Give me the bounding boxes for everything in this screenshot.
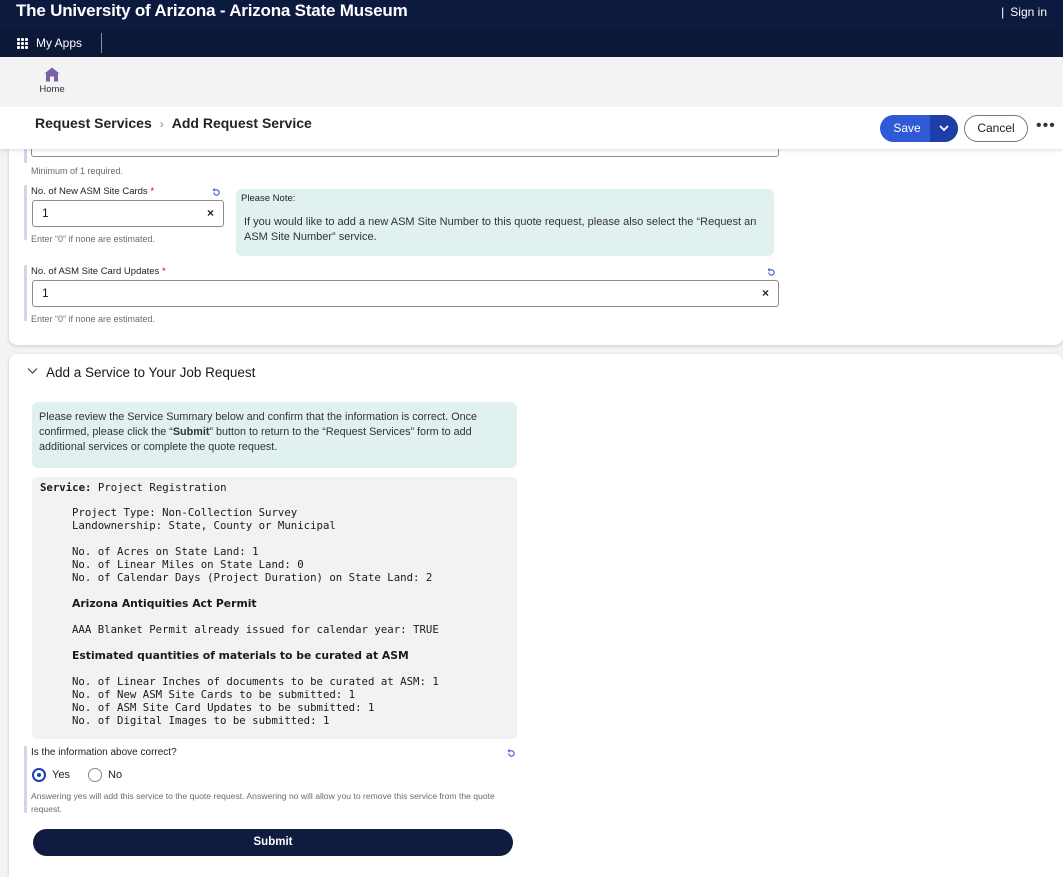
summary-materials-heading: Estimated quantities of materials to be curated at ASM [72, 649, 409, 662]
note-title: Please Note: [241, 193, 296, 204]
summary-permit-heading: Arizona Antiquities Act Permit [72, 597, 257, 610]
site-card-updates-hint: Enter “0” if none are estimated. [31, 314, 156, 324]
field-indicator [24, 185, 27, 240]
required-marker: * [150, 186, 155, 197]
section-title[interactable]: Add a Service to Your Job Request [46, 365, 256, 380]
chevron-down-icon [939, 125, 949, 132]
chevron-right-icon: › [159, 117, 164, 131]
summary-images: No. of Digital Images to be submitted: 1 [72, 714, 330, 727]
radio-checked-icon [32, 768, 46, 782]
site-card-updates-input[interactable] [32, 280, 779, 307]
summary-service-line: Service: Project Registration [40, 481, 227, 494]
review-text-1: Please review the Service Summary below and confirm that the information is correct. Once confirmed, please click the “ [39, 411, 478, 438]
refresh-icon[interactable] [212, 188, 221, 197]
summary-card-updates: No. of ASM Site Card Updates to be submitted: 1 [72, 701, 375, 714]
review-instructions [32, 402, 517, 468]
summary-miles: No. of Linear Miles on State Land: 0 [72, 558, 304, 571]
new-site-cards-input[interactable] [32, 200, 224, 227]
service-summary [32, 477, 517, 739]
refresh-icon[interactable] [767, 268, 776, 277]
my-apps-label: My Apps [36, 36, 83, 50]
summary-landownership: Landownership: State, County or Municipal [72, 519, 336, 532]
site-title[interactable]: The University of Arizona - Arizona State Museum [16, 1, 408, 20]
summary-acres: No. of Acres on State Land: 1 [72, 545, 259, 558]
home-bar [0, 57, 1063, 107]
apps-divider [101, 33, 102, 53]
page-title: Add Request Service [171, 115, 312, 131]
save-options-button[interactable] [930, 115, 958, 142]
app-launcher-icon [17, 38, 28, 49]
minimum-hint: Minimum of 1 required. [31, 166, 124, 176]
radio-no[interactable] [88, 768, 122, 782]
sign-in-label: Sign in [1010, 5, 1047, 19]
summary-permit-text: AAA Blanket Permit already issued for calendar year: TRUE [72, 623, 439, 636]
summary-inches: No. of Linear Inches of documents to be curated at ASM: 1 [72, 675, 439, 688]
field-indicator [24, 265, 27, 321]
home-icon [44, 67, 60, 82]
review-text-2: ” button to return to the “Request Services” form to add additional services or complete the quote request. [39, 426, 472, 453]
summary-days: No. of Calendar Days (Project Duration) on State Land: 2 [72, 571, 433, 584]
global-header [0, 0, 1063, 57]
home-button[interactable] [36, 67, 68, 95]
note-text: If you would like to add a new ASM Site Number to this quote request, please also select the “Request an ASM Site Number” service. [244, 216, 757, 243]
breadcrumb [35, 115, 312, 131]
save-button[interactable]: Save [893, 121, 921, 135]
summary-new-cards: No. of New ASM Site Cards to be submitted: 1 [72, 688, 356, 701]
new-site-cards-hint: Enter “0” if none are estimated. [31, 234, 156, 244]
radio-yes-label: Yes [52, 769, 70, 781]
clear-icon[interactable]: × [206, 206, 214, 220]
cancel-button[interactable]: Cancel [964, 115, 1028, 142]
signin-separator: | [1001, 5, 1005, 19]
add-service-section [9, 354, 1063, 877]
home-label: Home [39, 84, 65, 95]
required-marker: * [161, 266, 166, 277]
chevron-down-icon[interactable] [27, 367, 38, 375]
new-site-cards-value: 1 [42, 206, 49, 220]
summary-project-type: Project Type: Non-Collection Survey [72, 506, 298, 519]
site-card-updates-label: No. of ASM Site Card Updates * [31, 266, 166, 277]
site-card-updates-value: 1 [42, 286, 49, 300]
radio-unchecked-icon [88, 768, 102, 782]
breadcrumb-parent[interactable]: Request Services [35, 115, 152, 131]
field-indicator [24, 149, 27, 163]
review-submit-word: Submit [172, 426, 210, 438]
more-actions-button[interactable]: ••• [1036, 117, 1056, 134]
radio-yes[interactable] [32, 768, 70, 782]
answer-hint: Answering yes will add this service to the quote request. Answering no will allow you to remove this service from the quote request. [31, 791, 495, 814]
my-apps-button[interactable] [17, 36, 82, 50]
service-details-card [9, 149, 1063, 345]
field-indicator [24, 746, 27, 813]
new-site-cards-label: No. of New ASM Site Cards * [31, 186, 155, 197]
refresh-icon[interactable] [507, 749, 516, 758]
page-header [0, 107, 1063, 149]
please-note-box [236, 189, 774, 256]
save-button-group [880, 115, 958, 142]
submit-button[interactable]: Submit [33, 829, 513, 856]
sign-in-link[interactable] [1001, 5, 1047, 19]
radio-no-label: No [108, 769, 123, 781]
apps-bar [0, 29, 1063, 57]
clear-icon[interactable]: × [761, 286, 769, 300]
confirm-question: Is the information above correct? [31, 747, 177, 758]
